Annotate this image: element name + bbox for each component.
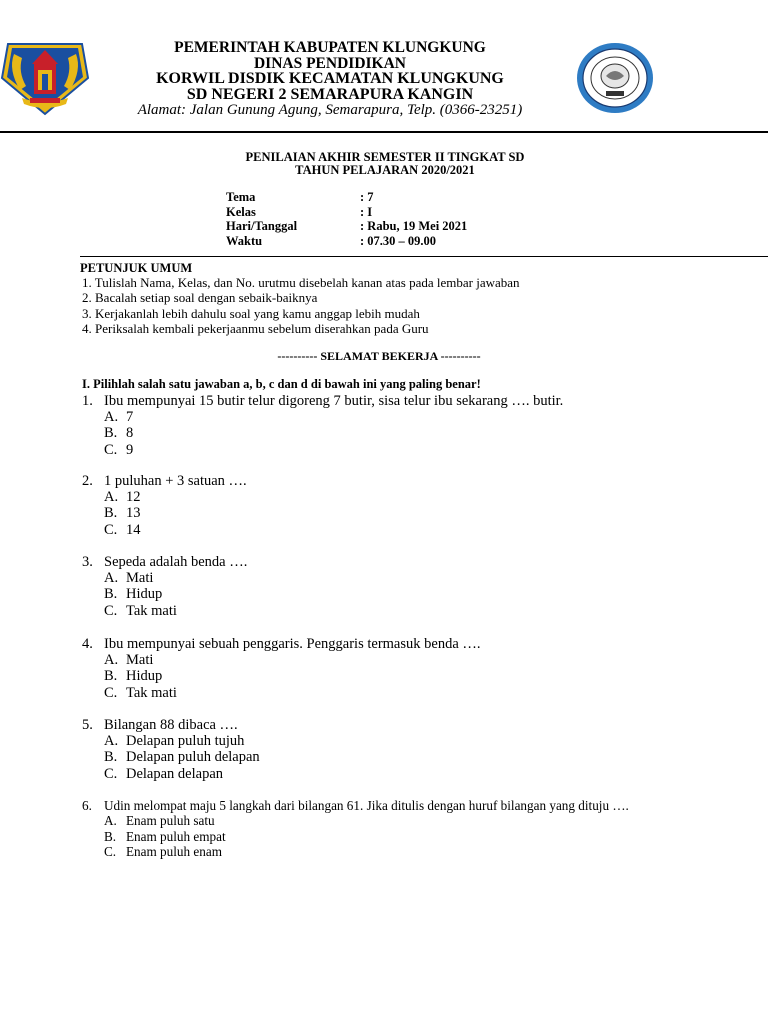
option-b[interactable] [82, 668, 682, 684]
option-key: B. [104, 505, 118, 522]
option-key: A. [104, 570, 119, 586]
letterhead-school: SD NEGERI 2 SEMARAPURA KANGIN [186, 85, 474, 103]
option-text: Mati [126, 652, 154, 668]
option-key: B. [104, 828, 117, 844]
option-text: Hidup [126, 668, 163, 685]
question-text: 1 puluhan + 3 satuan …. [104, 473, 247, 489]
option-key: C. [104, 602, 118, 619]
exam-title-line1: PENILAIAN AKHIR SEMESTER II TINGKAT SD [245, 150, 525, 164]
option-key: A. [104, 652, 119, 668]
exam-title-line2: TAHUN PELAJARAN 2020/2021 [295, 163, 475, 177]
greeting: ---------- SELAMAT BEKERJA ---------- [277, 349, 481, 363]
option-key: A. [104, 409, 119, 425]
option-a[interactable] [82, 489, 682, 505]
option-b[interactable] [82, 829, 682, 845]
option-text: Enam puluh satu [126, 813, 215, 828]
info-value: : I [360, 204, 373, 219]
option-b[interactable] [82, 505, 682, 521]
question-4 [82, 636, 682, 701]
option-text: 8 [126, 425, 134, 442]
info-label: Kelas [226, 204, 256, 219]
question-text: Bilangan 88 dibaca …. [104, 717, 238, 733]
option-text: Tak mati [126, 684, 177, 701]
letterhead-department: DINAS PENDIDIKAN [253, 54, 406, 72]
instruction-item: 4. Periksalah kembali pekerjaanmu sebelum diserahkan pada Guru [82, 320, 429, 336]
option-b[interactable] [82, 749, 682, 765]
question-number: 6. [82, 798, 92, 813]
option-key: C. [104, 684, 118, 701]
option-c[interactable] [82, 766, 682, 782]
info-row-tema [226, 190, 467, 205]
letterhead-address: Alamat: Jalan Gunung Agung, Semarapura, Telp. (0366-23251) [137, 102, 523, 118]
letterhead-district: KORWIL DISDIK KECAMATAN KLUNGKUNG [156, 70, 504, 87]
option-a[interactable] [82, 733, 682, 749]
question-number: 2. [82, 473, 93, 489]
option-c[interactable] [82, 685, 682, 701]
option-text: Tak mati [126, 602, 177, 619]
info-value: : 07.30 – 09.00 [360, 233, 437, 248]
option-c[interactable] [82, 522, 682, 538]
info-label: Hari/Tanggal [226, 219, 298, 233]
option-key: B. [104, 425, 118, 442]
option-text: 13 [126, 505, 141, 522]
question-number: 4. [82, 636, 93, 652]
question-number: 3. [82, 554, 93, 570]
option-text: Delapan puluh delapan [126, 749, 260, 766]
question-number: 1. [82, 393, 93, 409]
option-a[interactable] [82, 570, 682, 586]
letterhead-divider [0, 131, 768, 133]
option-text: Hidup [126, 586, 163, 603]
letterhead-government: PEMERINTAH KABUPATEN KLUNGKUNG [174, 39, 486, 56]
question-5 [82, 717, 682, 782]
option-key: B. [104, 586, 118, 603]
question-3 [82, 554, 682, 619]
instruction-item: 1. Tulislah Nama, Kelas, dan No. urutmu disebelah kanan atas pada lembar jawaban [82, 275, 520, 290]
info-row-kelas [226, 205, 467, 220]
regency-crest-logo [0, 40, 90, 116]
option-text: Enam puluh enam [126, 844, 222, 860]
option-key: C. [104, 844, 117, 860]
info-label: Waktu [226, 233, 263, 248]
option-text: Delapan delapan [126, 765, 224, 782]
question-text: Sepeda adalah benda …. [104, 554, 248, 570]
info-label: Tema [226, 190, 256, 204]
option-key: B. [104, 749, 118, 766]
section-heading: I. Pilihlah salah satu jawaban a, b, c dan d di bawah ini yang paling benar! [82, 377, 481, 391]
question-2 [82, 473, 682, 538]
option-text: 12 [126, 489, 141, 505]
instruction-item: 3. Kerjakanlah lebih dahulu soal yang kamu anggap lebih mudah [82, 305, 420, 321]
instructions-heading: PETUNJUK UMUM [80, 261, 193, 275]
question-text: Ibu mempunyai 15 butir telur digoreng 7 butir, sisa telur ibu sekarang …. butir. [104, 393, 564, 409]
option-key: A. [104, 813, 117, 828]
exam-info-table [226, 190, 467, 248]
option-b[interactable] [82, 586, 682, 602]
option-key: A. [104, 733, 119, 749]
option-text: Delapan puluh tujuh [126, 733, 245, 749]
info-divider [80, 256, 768, 257]
option-key: C. [104, 441, 118, 458]
exam-title [120, 151, 650, 177]
option-key: C. [104, 521, 118, 538]
instruction-item: 2. Bacalah setiap soal dengan sebaik-baiknya [82, 290, 318, 306]
option-text: Enam puluh empat [126, 828, 226, 844]
school-logo [574, 40, 656, 116]
option-key: B. [104, 668, 118, 685]
option-text: 9 [126, 441, 134, 458]
option-a[interactable] [82, 652, 682, 668]
info-value: : 7 [360, 190, 374, 204]
question-text: Ibu mempunyai sebuah penggaris. Penggaris termasuk benda …. [104, 636, 481, 652]
info-row-time [226, 234, 467, 249]
question-number: 5. [82, 717, 93, 733]
option-key: C. [104, 765, 118, 782]
option-text: 14 [126, 521, 141, 538]
instructions-list [82, 275, 520, 336]
option-a[interactable] [82, 409, 682, 425]
option-key: A. [104, 489, 119, 505]
info-value: : Rabu, 19 Mei 2021 [360, 219, 468, 233]
question-1 [82, 393, 682, 458]
question-6 [82, 798, 682, 860]
option-c[interactable] [82, 603, 682, 619]
option-text: 7 [126, 409, 134, 425]
letterhead [80, 40, 580, 118]
option-text: Mati [126, 570, 154, 586]
option-a[interactable] [82, 813, 682, 829]
option-b[interactable] [82, 425, 682, 441]
question-text: Udin melompat maju 5 langkah dari bilangan 61. Jika ditulis dengan huruf bilangan yang dituju …. [104, 798, 629, 813]
info-row-date [226, 219, 467, 234]
option-c[interactable] [82, 844, 682, 860]
option-c[interactable] [82, 442, 682, 458]
